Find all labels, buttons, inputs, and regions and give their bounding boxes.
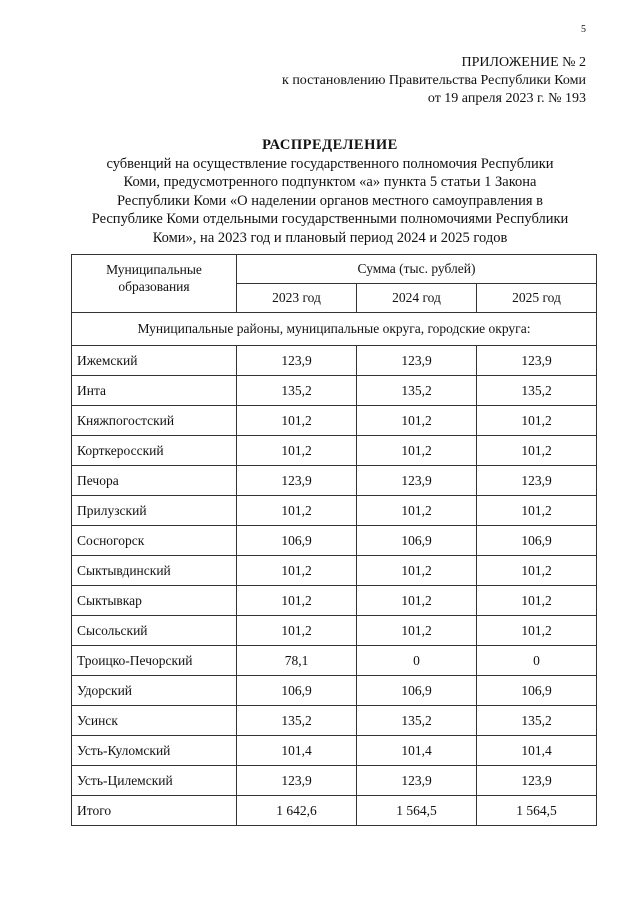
municipality-cell: Печора bbox=[72, 466, 237, 496]
value-2024-cell: 101,2 bbox=[357, 556, 477, 586]
municipality-cell: Сосногорск bbox=[72, 526, 237, 556]
municipality-cell: Удорский bbox=[72, 676, 237, 706]
value-2025-cell: 123,9 bbox=[477, 346, 597, 376]
municipality-cell: Троицко-Печорский bbox=[72, 646, 237, 676]
value-2025-cell: 135,2 bbox=[477, 706, 597, 736]
appendix-block bbox=[282, 54, 586, 108]
value-2023-cell: 101,2 bbox=[237, 586, 357, 616]
value-2025-cell: 101,4 bbox=[477, 736, 597, 766]
value-2023-cell: 135,2 bbox=[237, 706, 357, 736]
value-2025-cell: 101,2 bbox=[477, 586, 597, 616]
heading-line: субвенций на осуществление государственного полномочия Республики bbox=[106, 155, 554, 172]
value-2025-cell: 101,2 bbox=[477, 406, 597, 436]
appendix-date: от 19 апреля 2023 г. № 193 bbox=[427, 91, 586, 106]
total-row bbox=[72, 796, 597, 826]
page-number: 5 bbox=[581, 24, 586, 35]
value-2023-cell: 101,2 bbox=[237, 436, 357, 466]
table-row bbox=[72, 676, 597, 706]
appendix-resolution: к постановлению Правительства Республики Коми bbox=[282, 73, 586, 88]
table-row bbox=[72, 706, 597, 736]
table-row bbox=[72, 436, 597, 466]
municipality-cell: Инта bbox=[72, 376, 237, 406]
value-2025-cell: 106,9 bbox=[477, 526, 597, 556]
value-2024-cell: 123,9 bbox=[357, 766, 477, 796]
table-row bbox=[72, 556, 597, 586]
heading-line: Коми», на 2023 год и плановый период 2024 и 2025 годов bbox=[152, 229, 508, 246]
value-2024-cell: 135,2 bbox=[357, 376, 477, 406]
value-2023-cell: 78,1 bbox=[237, 646, 357, 676]
table-row bbox=[72, 526, 597, 556]
value-2024-cell: 0 bbox=[357, 646, 477, 676]
value-2024-cell: 101,4 bbox=[357, 736, 477, 766]
municipality-cell: Усинск bbox=[72, 706, 237, 736]
document-heading bbox=[60, 136, 600, 247]
value-2025-cell: 101,2 bbox=[477, 556, 597, 586]
table-row bbox=[72, 616, 597, 646]
value-2024-cell: 101,2 bbox=[357, 616, 477, 646]
value-2025-cell: 101,2 bbox=[477, 436, 597, 466]
value-2024-cell: 106,9 bbox=[357, 526, 477, 556]
municipality-cell: Сыктывкар bbox=[72, 586, 237, 616]
value-2023-cell: 1 642,6 bbox=[237, 796, 357, 826]
value-2025-cell: 123,9 bbox=[477, 466, 597, 496]
distribution-table bbox=[71, 254, 597, 826]
value-2025-cell: 106,9 bbox=[477, 676, 597, 706]
value-2024-cell: 123,9 bbox=[357, 346, 477, 376]
table-row bbox=[72, 586, 597, 616]
value-2023-cell: 123,9 bbox=[237, 466, 357, 496]
value-2023-cell: 106,9 bbox=[237, 526, 357, 556]
value-2024-cell: 1 564,5 bbox=[357, 796, 477, 826]
table-row bbox=[72, 646, 597, 676]
municipality-cell: Ижемский bbox=[72, 346, 237, 376]
table-row bbox=[72, 766, 597, 796]
value-2025-cell: 123,9 bbox=[477, 766, 597, 796]
column-header-2024: 2024 год bbox=[357, 284, 477, 313]
heading-line: Республики Коми «О наделении органов местного самоуправления в bbox=[117, 192, 543, 209]
municipality-cell: Сыктывдинский bbox=[72, 556, 237, 586]
table-row bbox=[72, 376, 597, 406]
section-row bbox=[72, 313, 597, 346]
heading-line: Республике Коми отдельными государственными полномочиями Республики bbox=[91, 211, 569, 227]
table-row bbox=[72, 736, 597, 766]
value-2024-cell: 106,9 bbox=[357, 676, 477, 706]
table-row bbox=[72, 496, 597, 526]
municipality-cell: Усть-Куломский bbox=[72, 736, 237, 766]
header-row bbox=[72, 255, 597, 284]
table-row bbox=[72, 406, 597, 436]
value-2024-cell: 101,2 bbox=[357, 436, 477, 466]
value-2024-cell: 101,2 bbox=[357, 406, 477, 436]
section-label: Муниципальные районы, муниципальные округа, городские округа: bbox=[72, 313, 597, 346]
document-title: РАСПРЕДЕЛЕНИЕ bbox=[262, 137, 398, 153]
value-2023-cell: 123,9 bbox=[237, 346, 357, 376]
value-2025-cell: 135,2 bbox=[477, 376, 597, 406]
value-2023-cell: 106,9 bbox=[237, 676, 357, 706]
value-2024-cell: 101,2 bbox=[357, 586, 477, 616]
value-2025-cell: 101,2 bbox=[477, 616, 597, 646]
municipality-cell: Итого bbox=[72, 796, 237, 826]
table-row bbox=[72, 346, 597, 376]
value-2025-cell: 1 564,5 bbox=[477, 796, 597, 826]
municipality-cell: Прилузский bbox=[72, 496, 237, 526]
table-row bbox=[72, 466, 597, 496]
value-2023-cell: 135,2 bbox=[237, 376, 357, 406]
column-header-2025: 2025 год bbox=[477, 284, 597, 313]
municipality-cell: Усть-Цилемский bbox=[72, 766, 237, 796]
value-2025-cell: 101,2 bbox=[477, 496, 597, 526]
municipality-cell: Корткеросский bbox=[72, 436, 237, 466]
value-2023-cell: 101,2 bbox=[237, 616, 357, 646]
value-2024-cell: 123,9 bbox=[357, 466, 477, 496]
heading-line: Коми, предусмотренного подпунктом «а» пункта 5 статьи 1 Закона bbox=[123, 174, 537, 190]
municipality-cell: Княжпогостский bbox=[72, 406, 237, 436]
value-2023-cell: 123,9 bbox=[237, 766, 357, 796]
value-2023-cell: 101,2 bbox=[237, 496, 357, 526]
value-2024-cell: 101,2 bbox=[357, 496, 477, 526]
value-2024-cell: 135,2 bbox=[357, 706, 477, 736]
value-2023-cell: 101,2 bbox=[237, 406, 357, 436]
column-header-sum: Сумма (тыс. рублей) bbox=[237, 255, 597, 284]
column-header-2023: 2023 год bbox=[237, 284, 357, 313]
column-header-municipality: Муниципальные образования bbox=[72, 255, 237, 313]
value-2025-cell: 0 bbox=[477, 646, 597, 676]
value-2023-cell: 101,2 bbox=[237, 556, 357, 586]
value-2023-cell: 101,4 bbox=[237, 736, 357, 766]
municipality-cell: Сысольский bbox=[72, 616, 237, 646]
appendix-title: ПРИЛОЖЕНИЕ № 2 bbox=[461, 55, 586, 70]
